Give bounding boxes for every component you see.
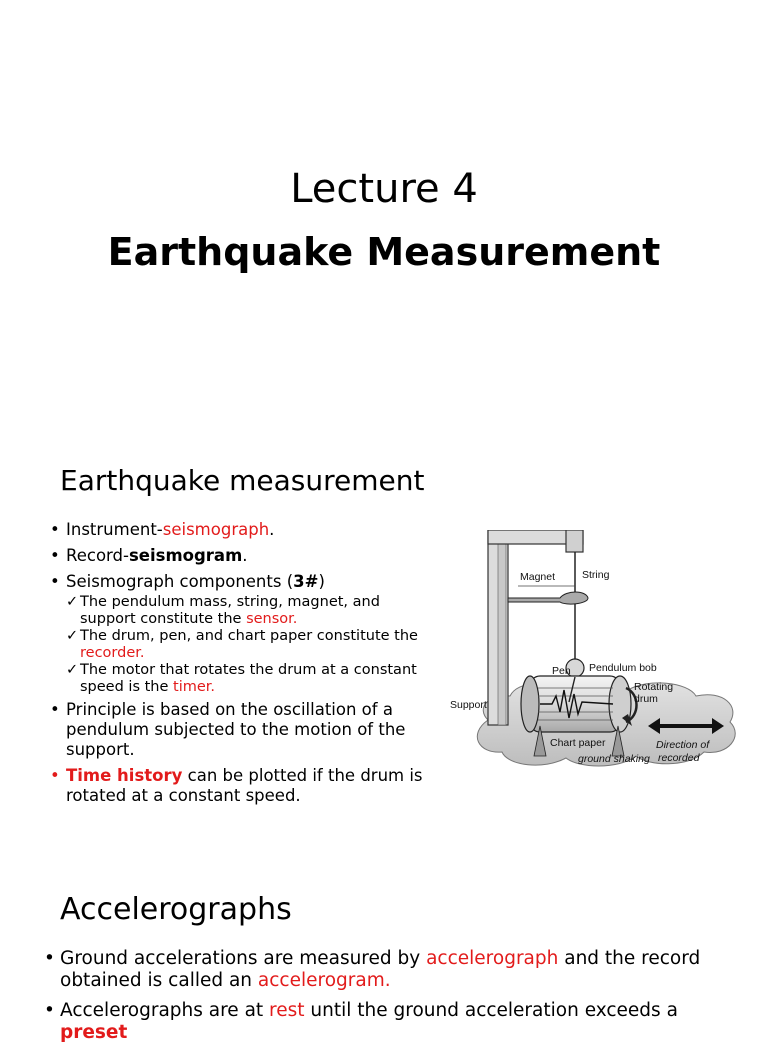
lecture-number: Lecture 4 bbox=[290, 166, 478, 212]
label-direction-of: Direction of bbox=[656, 739, 710, 751]
support-post-inner bbox=[498, 540, 506, 725]
earthquake-measurement-slide bbox=[0, 440, 768, 850]
bullet-accelerograph: • Ground accelerations are measured by accelerograph and the record obtained is called an accelerogram. bbox=[44, 948, 744, 992]
bullet-components: • Seismograph components (3#) ✓ The pendulum mass, string, magnet, and support constitute the sensor. ✓ The drum, pen, and chart paper constitute the recorder. ✓ The motor that rotates the drum at a constant speed is the timer. bbox=[50, 572, 425, 696]
label-string: String bbox=[582, 569, 610, 581]
label-magnet: Magnet bbox=[520, 571, 556, 583]
label-chart-paper: Chart paper bbox=[550, 737, 606, 749]
label-ground-shaking: ground shaking bbox=[578, 753, 650, 765]
bullet-instrument: • Instrument-seismograph. bbox=[50, 520, 425, 540]
label-pendulum-bob: Pendulum bob bbox=[589, 662, 657, 674]
slide-heading: Earthquake measurement bbox=[60, 464, 425, 497]
support-arm-end bbox=[566, 530, 583, 552]
bullet-record: • Record-seismogram. bbox=[50, 546, 425, 566]
sub-timer: ✓ The motor that rotates the drum at a constant speed is the timer. bbox=[66, 662, 425, 696]
magnet bbox=[508, 592, 588, 604]
slide-heading: Accelerographs bbox=[60, 892, 292, 927]
label-recorded: recorded bbox=[658, 752, 700, 764]
title-slide bbox=[0, 0, 768, 440]
sub-sensor: ✓ The pendulum mass, string, magnet, and support constitute the sensor. bbox=[66, 594, 425, 628]
label-drum: drum bbox=[634, 693, 658, 705]
bullet-principle: • Principle is based on the oscillation of a pendulum subjected to the motion of the support. bbox=[50, 700, 425, 760]
label-support: Support bbox=[450, 699, 487, 711]
component-sublist bbox=[66, 594, 425, 696]
sub-recorder: ✓ The drum, pen, and chart paper constitute the recorder. bbox=[66, 628, 425, 662]
label-rotating: Rotating bbox=[634, 681, 674, 693]
accelerographs-slide bbox=[0, 850, 768, 1043]
bullet-list bbox=[44, 948, 744, 1044]
lecture-title: Earthquake Measurement bbox=[107, 230, 661, 274]
label-pen: Pen bbox=[552, 665, 571, 677]
bullet-time-history: • Time history can be plotted if the drum is rotated at a constant speed. bbox=[50, 766, 425, 806]
seismograph-diagram bbox=[448, 530, 748, 770]
bullet-list bbox=[50, 520, 425, 806]
bullet-rest: • Accelerographs are at rest until the ground acceleration exceeds a preset bbox=[44, 1000, 744, 1044]
